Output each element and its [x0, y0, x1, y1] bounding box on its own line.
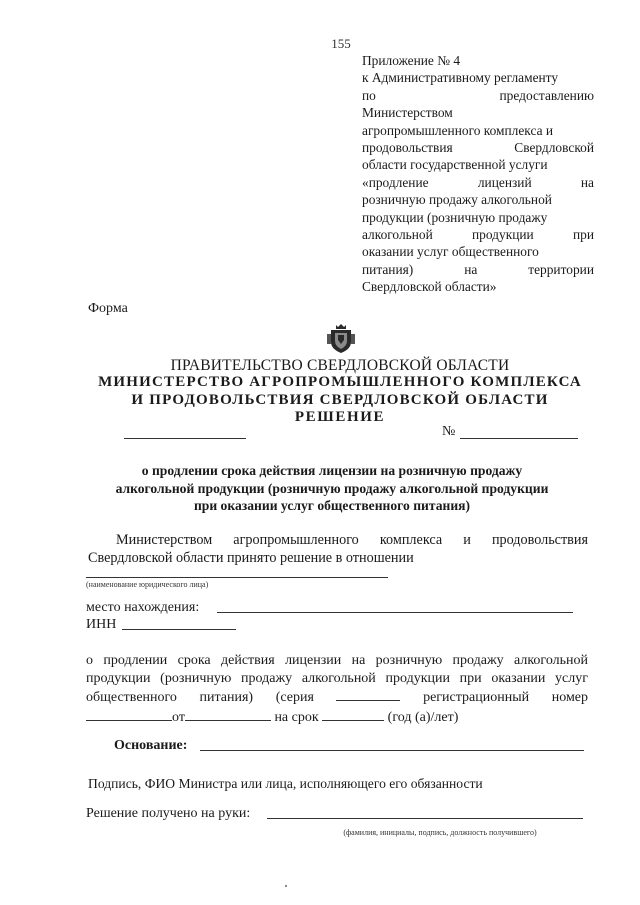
date-field-line — [124, 438, 246, 439]
series-field-line — [336, 687, 400, 701]
location-label: место нахождения: — [86, 600, 200, 615]
intro-paragraph: Министерством агропромышленного комплекса и продовольствия Свердловской области принято решение в отношении — [88, 532, 588, 566]
appendix-line: Свердловской области» — [362, 279, 497, 295]
appendix-line: области государственной услуги — [362, 157, 548, 173]
appendix-line: к Административному регламенту — [362, 70, 559, 86]
appendix-line: алкогольной продукции при — [362, 227, 594, 243]
scan-speck — [285, 885, 287, 887]
ministry-title: МИНИСТЕРСТВО АГРОПРОМЫШЛЕННОГО КОМПЛЕКСА И ПРОДОВОЛЬСТВИЯ СВЕРДЛОВСКОЙ ОБЛАСТИ — [98, 374, 582, 408]
term-field-line — [322, 707, 384, 721]
license-paragraph: о продлении срока действия лицензии на розничную продажу алкогольной продукции (розничную продажу алкогольной продукции при оказании услуг общественного питания) (серия регистрационный номер от на срок (год (а)/лет) — [86, 653, 589, 725]
appendix-line: розничную продажу алкогольной — [362, 192, 552, 208]
number-sign: № — [442, 424, 456, 439]
appendix-line: Приложение № 4 — [362, 53, 461, 68]
decision-heading: о продлении срока действия лицензии на розничную продажу алкогольной продукции (розничную продажу алкогольной продукции при оказании услуг общественного питания) — [115, 463, 549, 513]
date-from-field-line — [185, 707, 271, 721]
government-title: ПРАВИТЕЛЬСТВО СВЕРДЛОВСКОЙ ОБЛАСТИ — [170, 357, 510, 374]
form-label: Форма — [88, 301, 128, 316]
appendix-line: продукции (розничную продажу — [362, 209, 548, 225]
appendix-line: оказании услуг общественного — [362, 244, 539, 260]
appendix-line: «продление лицензий на — [362, 174, 594, 190]
coat-of-arms-icon — [327, 322, 355, 354]
basis-label: Основание: — [114, 738, 188, 753]
appendix-line: питания) на территории — [362, 261, 594, 277]
received-label: Решение получено на руки: — [86, 806, 251, 821]
appendix-line: продовольствия Свердловской — [362, 140, 594, 156]
inn-label: ИНН — [86, 617, 117, 632]
page-number: 155 — [331, 36, 351, 51]
signature-line: Подпись, ФИО Министра или лица, исполняющего его обязанности — [88, 776, 483, 791]
appendix-line: агропромышленного комплекса и — [362, 122, 554, 138]
received-field-line — [267, 818, 583, 819]
reg-number-field-line — [86, 707, 172, 721]
decision-title: РЕШЕНИЕ — [294, 409, 386, 425]
entity-name-line — [86, 577, 388, 578]
number-field-line — [460, 438, 578, 439]
entity-caption: (наименование юридического лица) — [86, 580, 209, 589]
appendix-line: по предоставлению — [362, 87, 594, 103]
basis-field-line — [200, 750, 584, 751]
appendix-line: Министерством — [362, 105, 453, 121]
inn-field-line — [122, 629, 236, 630]
location-field-line — [217, 612, 573, 613]
appendix-block — [362, 52, 594, 296]
received-caption: (фамилия, инициалы, подпись, должность получившего) — [343, 828, 537, 837]
